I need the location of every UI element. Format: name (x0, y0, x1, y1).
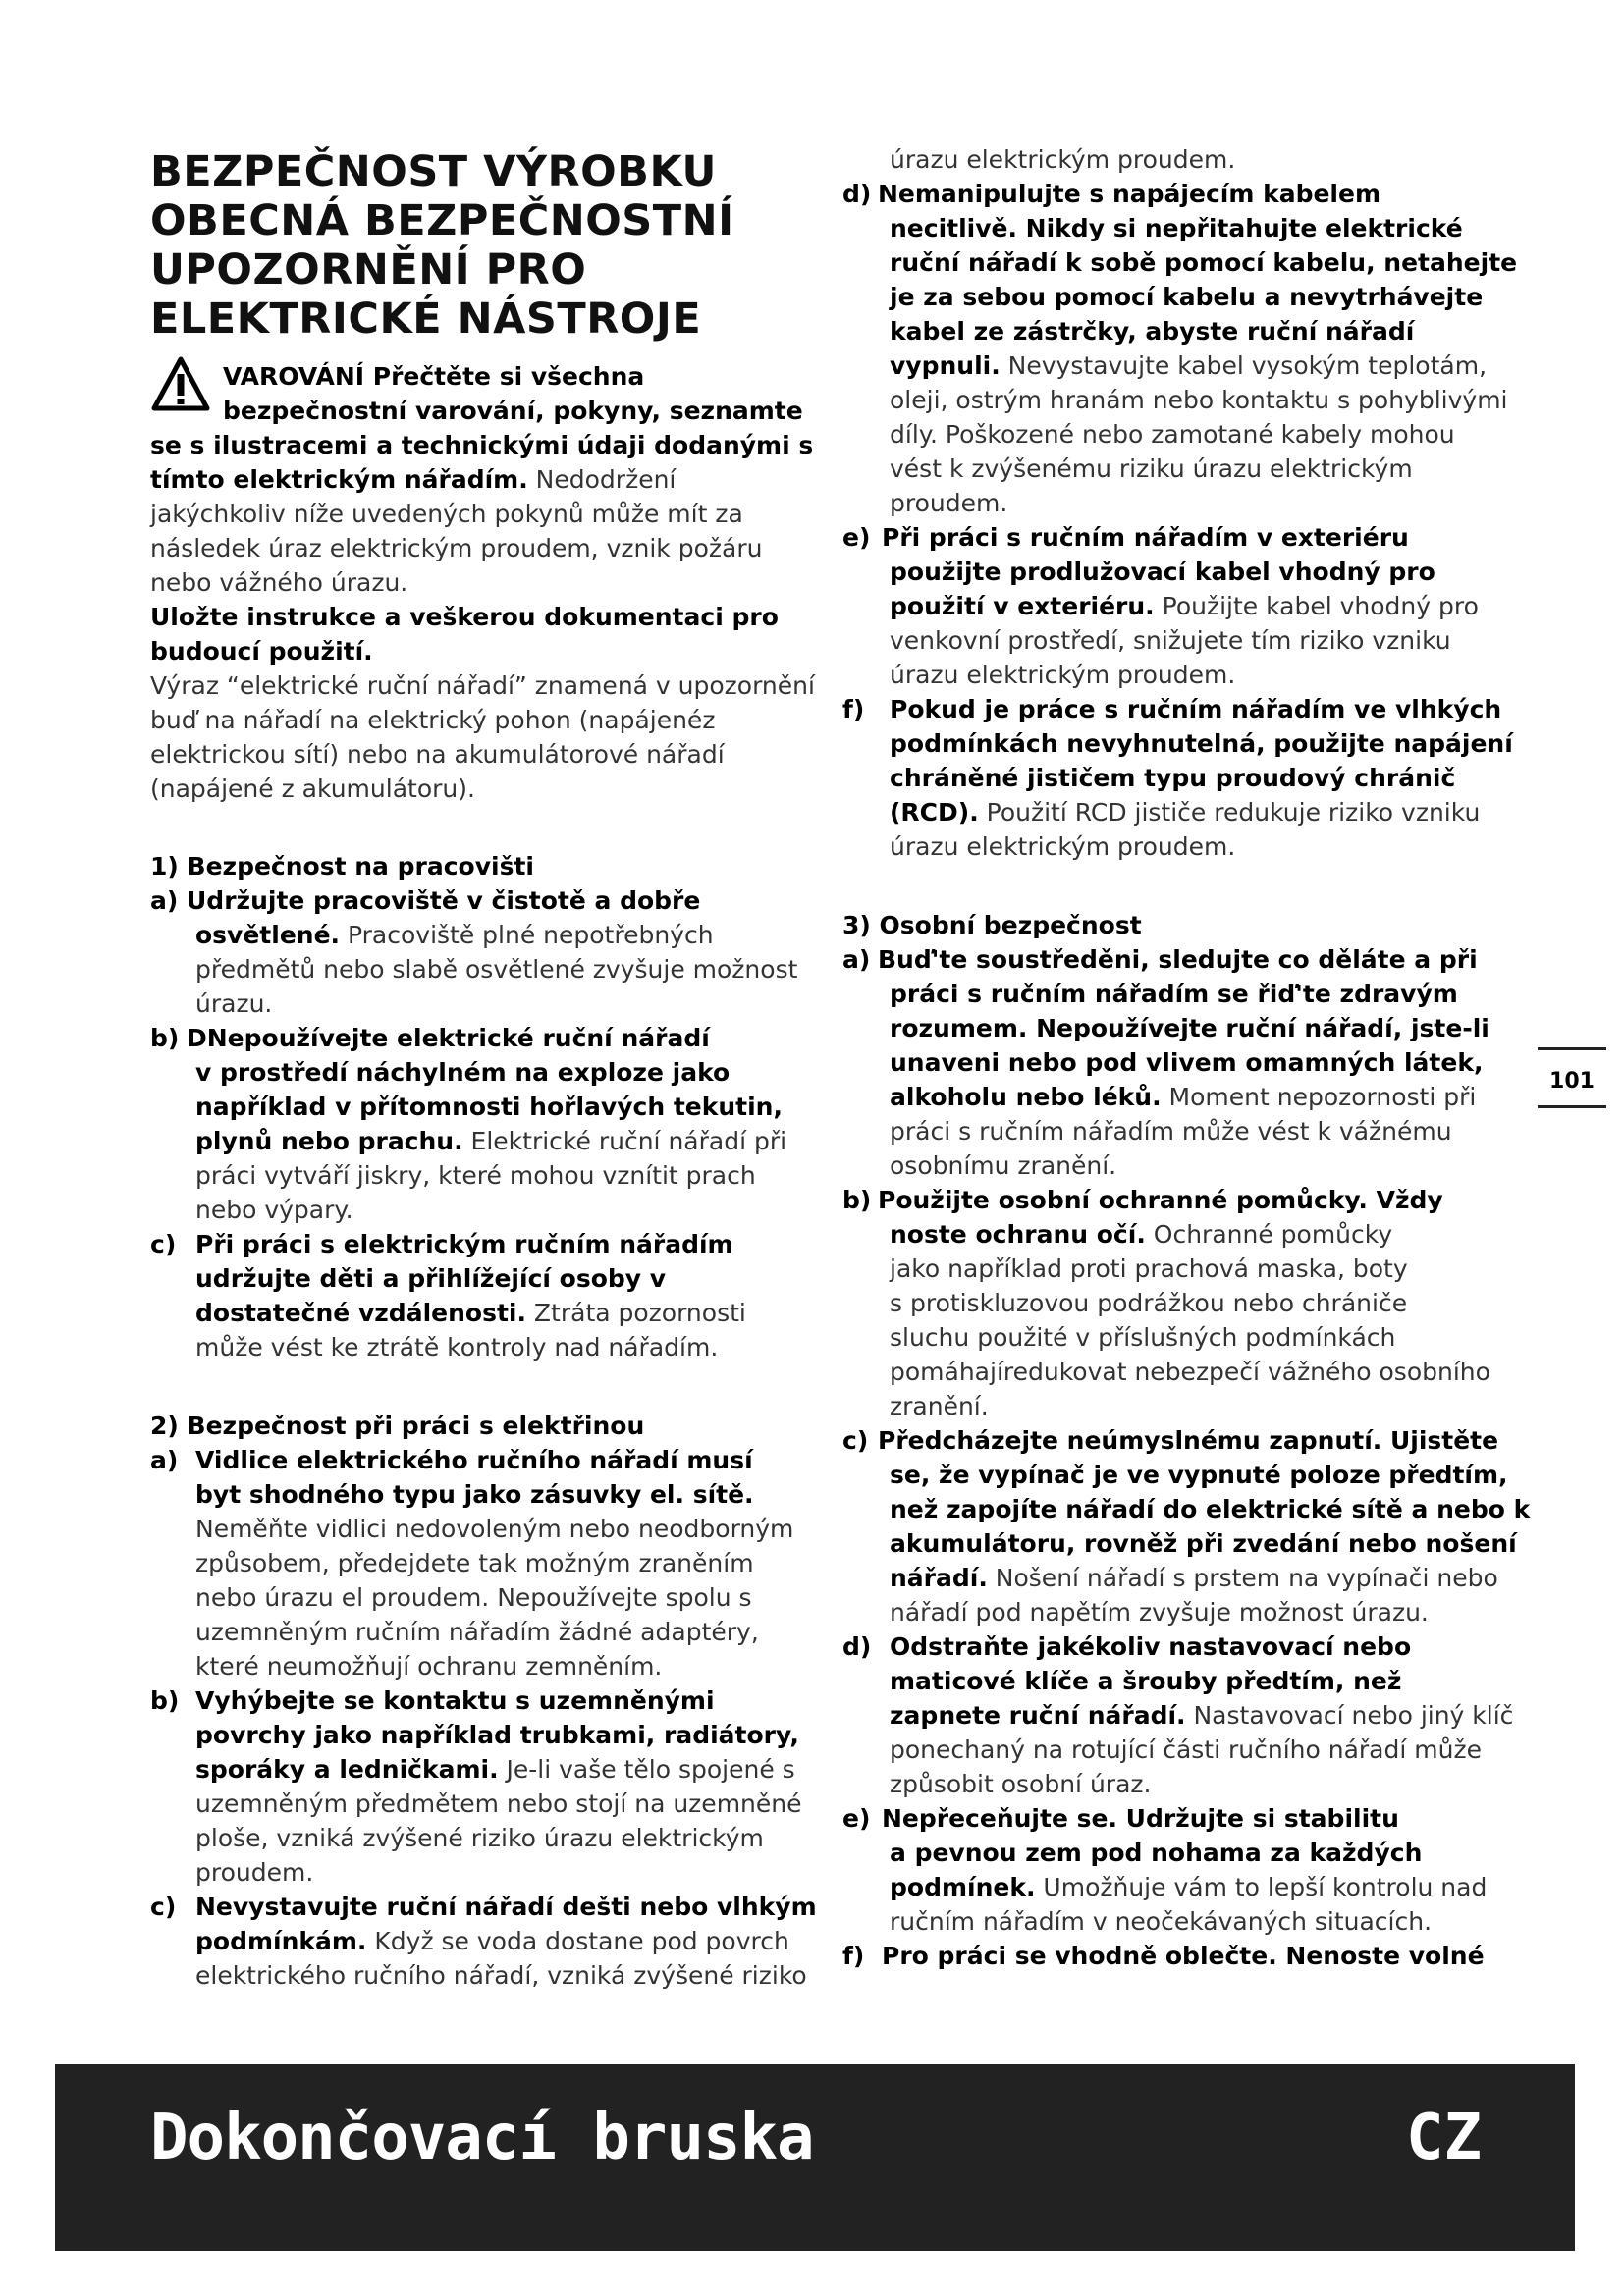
s1c-line-1: Při práci s elektrickým ručním nářadím (195, 1230, 733, 1258)
s3b-line-6: pomáhajíredukovat nebezpečí vážného osobního (890, 1358, 1490, 1386)
s2c-line-2: podmínkám. Když se voda dostane pod povrch (195, 1927, 789, 1955)
s2d-line-8: díly. Poškozené nebo zamotané kabely mohou (890, 420, 1455, 449)
s2d-line-6: vypnuli. Nevystavujte kabel vysokým teplotám, (890, 351, 1488, 380)
s2f-line-1: Pokud je práce s ručním nářadím ve vlhkých (890, 695, 1502, 723)
item-marker: c) (150, 1893, 177, 1921)
item-marker: b) (150, 1686, 180, 1715)
s2a-line-2: byt shodného typu jako zásuvky el. sítě. (195, 1480, 754, 1509)
footer-language-code: CZ (1405, 2102, 1482, 2174)
save-line-2: budoucí použití. (150, 637, 373, 666)
s3a-line-6: práci s ručním nářadím může vést k vážnému (890, 1117, 1452, 1146)
s3d-line-2: maticové klíče a šrouby předtím, než (890, 1667, 1402, 1695)
warning-line-7: nebo vážného úrazu. (150, 568, 408, 597)
s2e-line-3: použití v exteriéru. Použijte kabel vhodný pro (890, 592, 1479, 620)
s2e-line-1: Při práci s ručním nářadím v exteriéru (882, 523, 1409, 552)
s3e-line-2: a pevnou zem pod nohama za každých (890, 1839, 1423, 1867)
s2c-line-3: elektrického ručního nářadí, vzniká zvýšené riziko (195, 1961, 807, 1990)
warning-triangle-icon (150, 355, 211, 412)
s2f-line-2: podmínkách nevyhnutelná, použijte napájení (890, 729, 1513, 758)
s1b-line-5: práci vytváří jiskry, které mohou vznítit prach (195, 1161, 756, 1190)
s3a-line-5: alkoholu nebo léků. Moment nepozornosti při (890, 1083, 1477, 1111)
s2b-line-4: uzemněným předmětem nebo stojí na uzemněné (195, 1789, 802, 1818)
s3a-line-7: osobnímu zranění. (890, 1151, 1117, 1180)
s2d-line-9: vést k zvýšenému riziku úrazu elektrickým (890, 454, 1413, 483)
page-number-rule-top (1538, 1047, 1606, 1050)
item-marker: b) (842, 1186, 872, 1214)
item-marker: e) (842, 1804, 871, 1833)
s2a-line-6: uzemněným ručním nářadím žádné adaptéry, (195, 1618, 759, 1646)
s2b-line-5: ploše, vzniká zvýšené riziko úrazu elektrickým (195, 1824, 764, 1852)
section-3-heading: 3) Osobní bezpečnost (842, 911, 1142, 939)
section-2-heading: 2) Bezpečnost při práci s elektřinou (150, 1412, 645, 1440)
s2d-line-7: oleji, ostrým hranám nebo kontaktu s pohyblivými (890, 386, 1508, 414)
s1a-line-4: úrazu. (195, 989, 273, 1018)
s3d-line-3: zapnete ruční nářadí. Nastavovací nebo jiný klíč (890, 1701, 1514, 1730)
definition-line-4: (napájené z akumulátoru). (150, 774, 475, 803)
s1a-line-3: předmětů nebo slabě osvětlené zvyšuje možnost (195, 955, 798, 984)
s2d-line-5: kabel ze zástrčky, abyste ruční nářadí (890, 317, 1415, 346)
s3e-line-3: podmínek. Umožňuje vám to lepší kontrolu nad (890, 1873, 1488, 1901)
s2f-line-5: úrazu elektrickým proudem. (890, 832, 1236, 861)
s3f-line-1: Pro práci se vhodně oblečte. Nenoste volné (882, 1942, 1485, 1970)
item-marker: c) (150, 1230, 177, 1258)
warning-line-2: bezpečnostní varování, pokyny, seznamte (223, 397, 803, 425)
s3c-line-5: nářadí. Nošení nářadí s prstem na vypínači nebo (890, 1564, 1498, 1592)
item-marker: a) (150, 1446, 179, 1474)
s3c-line-1: Předcházejte neúmyslnému zapnutí. Ujistěte (878, 1426, 1499, 1455)
s2e-line-4: venkovní prostředí, snižujete tím riziko vzniku (890, 626, 1451, 655)
s3d-line-5: způsobit osobní úraz. (890, 1770, 1152, 1798)
s3b-line-1: Použijte osobní ochranné pomůcky. Vždy (878, 1186, 1443, 1214)
item-marker: d) (842, 180, 872, 208)
definition-line-1: Výraz “elektrické ruční nářadí” znamená v upozornění (150, 671, 815, 700)
s1c-line-4: může vést ke ztrátě kontroly nad nářadím. (195, 1333, 719, 1362)
s1c-line-2: udržujte děti a přihlížející osoby v (195, 1264, 667, 1293)
s2b-line-1: Vyhýbejte se kontaktu s uzemněnými (195, 1686, 715, 1715)
s2f-line-4: (RCD). Použití RCD jističe redukuje riziko vzniku (890, 798, 1481, 827)
s2d-line-2: necitlivě. Nikdy si nepřitahujte elektrické (890, 214, 1463, 242)
footer-product-title: Dokončovací bruska (150, 2102, 814, 2174)
warning-line-3: se s ilustracemi a technickými údaji dodanými s (150, 431, 814, 459)
warning-line-6: následek úraz elektrickým proudem, vznik požáru (150, 534, 763, 562)
s3c-line-2: se, že vypínač je ve vypnuté poloze předtím, (890, 1461, 1508, 1489)
s3d-line-1: Odstraňte jakékoliv nastavovací nebo (890, 1632, 1412, 1661)
item-marker: a) (150, 886, 179, 915)
section-1-heading: 1) Bezpečnost na pracovišti (150, 852, 534, 881)
s2b-line-3: sporáky a ledničkami. Je-li vaše tělo spojené s (195, 1755, 795, 1784)
s2d-line-4: je za sebou pomocí kabelu a nevytrhávejte (890, 283, 1484, 311)
s3a-line-4: unaveni nebo pod vlivem omamných látek, (890, 1048, 1484, 1077)
s3e-line-1: Nepřeceňujte se. Udržujte si stabilitu (882, 1804, 1399, 1833)
s3c-line-6: nářadí pod napětím zvyšuje možnost úrazu. (890, 1598, 1429, 1627)
item-marker: d) (842, 1632, 872, 1661)
s1b-line-3: například v přítomnosti hořlavých tekutin, (195, 1093, 783, 1121)
s3e-line-4: ručním nářadím v neočekávaných situacích. (890, 1907, 1433, 1936)
item-marker: a) (842, 945, 871, 974)
s1c-line-3: dostatečné vzdálenosti. Ztráta pozornosti (195, 1299, 746, 1327)
s1b-line-2: v prostředí náchylném na exploze jako (195, 1058, 731, 1087)
item-marker: f) (842, 695, 865, 723)
s2a-line-7: které neumožňují ochranu zemněním. (195, 1652, 663, 1681)
s2b-line-2: povrchy jako například trubkami, radiátory, (195, 1721, 799, 1749)
s3b-line-3: jako například proti prachová maska, boty (890, 1255, 1408, 1283)
s3b-line-2: noste ochranu očí. Ochranné pomůcky (890, 1220, 1393, 1249)
s3b-line-7: zranění. (890, 1392, 989, 1420)
s3b-line-4: s protiskluzovou podrážkou nebo chrániče (890, 1289, 1408, 1317)
s2c-line-4: úrazu elektrickým proudem. (890, 145, 1236, 174)
s3a-line-1: Buď'te soustředěni, sledujte co děláte a při (878, 945, 1478, 974)
s1a-line-1: Udržujte pracoviště v čistotě a dobře (187, 886, 701, 915)
s2a-line-3: Neměňte vidlici nedovoleným nebo neodborným (195, 1515, 794, 1543)
s1b-line-6: nebo výpary. (195, 1196, 353, 1224)
s2a-line-1: Vidlice elektrického ručního nářadí musí (195, 1446, 753, 1474)
s1b-line-4: plynů nebo prachu. Elektrické ruční nářadí při (195, 1127, 787, 1155)
s2f-line-3: chráněné jističem typu proudový chránič (890, 764, 1456, 792)
definition-line-3: elektrickou sítí) nebo na akumulátorové nářadí (150, 740, 725, 769)
footer-banner (55, 2064, 1575, 2251)
s2a-line-4: způsobem, předejdete tak možným zraněním (195, 1549, 754, 1577)
s3c-line-4: akumulátoru, rovněž při zvedání nebo nošení (890, 1529, 1517, 1558)
save-line-1: Uložte instrukce a veškerou dokumentaci pro (150, 603, 779, 631)
s1b-line-1: DNepoužívejte elektrické ruční nářadí (187, 1024, 710, 1052)
s2d-line-10: proudem. (890, 489, 1008, 517)
page-number: 101 (1549, 1069, 1595, 1094)
item-marker: b) (150, 1024, 180, 1052)
warning-line-4: tímto elektrickým nářadím. Nedodržení (150, 465, 677, 494)
s2e-line-2: použijte prodlužovací kabel vhodný pro (890, 558, 1435, 586)
definition-line-2: buď na nářadí na elektrický pohon (napájenéz (150, 706, 716, 734)
s3a-line-2: práci s ručním nářadím se řiď'te zdravým (890, 980, 1458, 1008)
warning-line-5: jakýchkoliv níže uvedených pokynů může mít za (150, 500, 743, 528)
page-number-marker (1538, 1047, 1606, 1106)
s2a-line-5: nebo úrazu el proudem. Nepoužívejte spolu s (195, 1583, 752, 1612)
item-marker: e) (842, 523, 871, 552)
s3c-line-3: než zapojíte nářadí do elektrické sítě a nebo k (890, 1495, 1531, 1523)
s3b-line-5: sluchu použité v příslušných podmínkách (890, 1323, 1396, 1352)
section-title: BEZPEČNOST VÝROBKU OBECNÁ BEZPEČNOSTNÍ UPOZORNĚNÍ PRO ELEKTRICKÉ NÁSTROJE (150, 147, 734, 344)
item-marker: f) (842, 1942, 865, 1970)
s3a-line-3: rozumem. Nepoužívejte ruční nářadí, jste-li (890, 1014, 1489, 1042)
warning-line-1: VAROVÁNÍ Přečtěte si všechna (223, 362, 645, 391)
s1a-line-2: osvětlené. Pracoviště plné nepotřebných (195, 921, 714, 949)
s2e-line-5: úrazu elektrickým proudem. (890, 661, 1236, 689)
item-marker: c) (842, 1426, 869, 1455)
s3d-line-4: ponechaný na rotující části ručního nářadí může (890, 1735, 1482, 1764)
s2d-line-3: ruční nářadí k sobě pomocí kabelu, netahejte (890, 248, 1518, 277)
s2b-line-6: proudem. (195, 1858, 314, 1887)
page-number-rule-bottom (1538, 1105, 1606, 1108)
s2c-line-1: Nevystavujte ruční nářadí dešti nebo vlhkým (195, 1893, 817, 1921)
s2d-line-1: Nemanipulujte s napájecím kabelem (878, 180, 1381, 208)
